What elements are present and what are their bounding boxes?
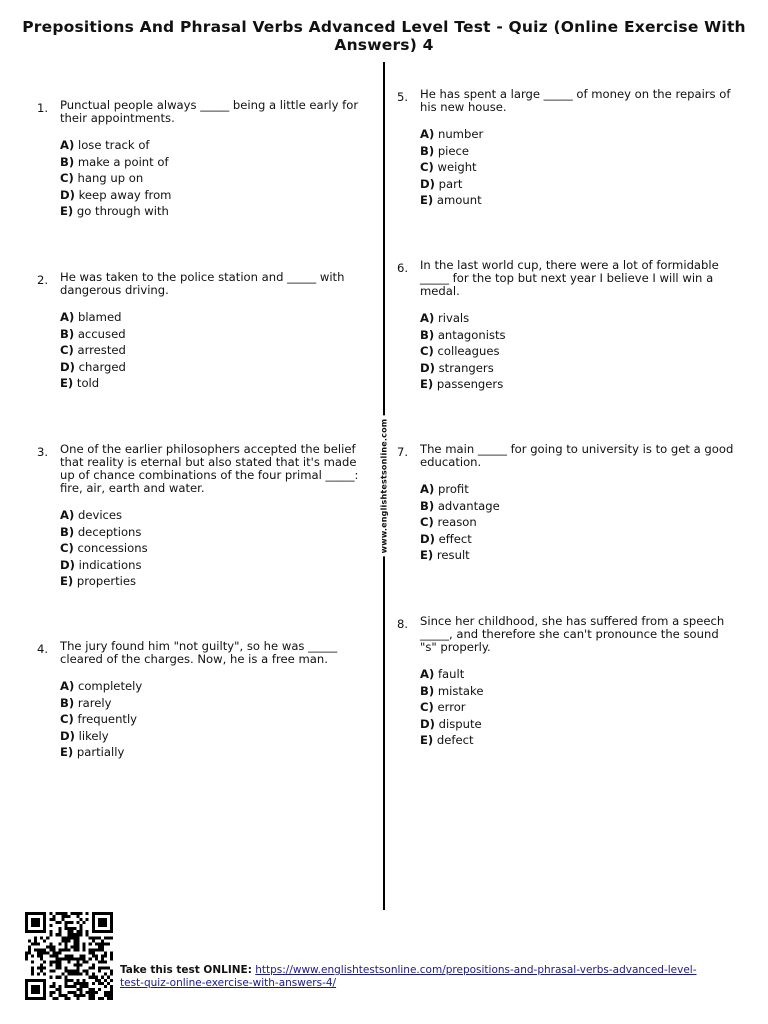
- option-letter: C): [420, 700, 434, 714]
- option-d[interactable]: [60, 728, 360, 745]
- option-b[interactable]: [420, 498, 740, 515]
- option-text: hang up on: [77, 171, 144, 185]
- option-letter: B): [420, 683, 435, 698]
- option-c[interactable]: [420, 159, 740, 176]
- option-text: indications: [78, 557, 142, 572]
- option-d[interactable]: [420, 716, 730, 733]
- option-e[interactable]: [420, 732, 730, 749]
- option-text: fault: [437, 667, 465, 681]
- option-text: defect: [436, 733, 474, 747]
- option-a[interactable]: [60, 678, 360, 695]
- option-text: keep away from: [78, 187, 172, 202]
- option-text: devices: [77, 508, 123, 522]
- option-letter: D): [420, 716, 435, 731]
- question-number: 7.: [397, 445, 409, 459]
- option-d[interactable]: [60, 557, 365, 574]
- option-letter: E): [60, 745, 74, 759]
- option-letter: A): [420, 667, 435, 681]
- option-e[interactable]: [420, 192, 740, 209]
- option-e[interactable]: [60, 375, 360, 392]
- option-a[interactable]: [60, 507, 365, 524]
- option-letter: D): [60, 728, 75, 743]
- question-text: One of the earlier philosophers accepted the belief that reality is eternal but also stated that it's made up of chance combinations of the four primal _____: fire, air, earth and water.: [60, 442, 359, 495]
- question-number: 8.: [397, 617, 409, 631]
- option-letter: A): [60, 679, 75, 693]
- option-letter: A): [420, 311, 435, 325]
- option-letter: E): [60, 574, 74, 588]
- option-text: advantage: [437, 498, 500, 513]
- option-letter: B): [60, 326, 75, 341]
- question-text: He has spent a large _____ of money on the repairs of his new house.: [420, 87, 731, 114]
- option-letter: A): [60, 508, 75, 522]
- question-number: 5.: [397, 90, 409, 104]
- option-text: partially: [76, 745, 125, 759]
- option-d[interactable]: [420, 531, 740, 548]
- option-c[interactable]: [60, 342, 360, 359]
- option-a[interactable]: [420, 666, 730, 683]
- question-text: The jury found him "not guilty", so he was _____ cleared of the charges. Now, he is a free man.: [60, 639, 338, 666]
- footer-label: Take this test ONLINE:: [120, 964, 252, 976]
- option-text: lose track of: [77, 138, 150, 152]
- option-letter: C): [60, 712, 74, 726]
- option-e[interactable]: [420, 547, 740, 564]
- option-letter: D): [420, 531, 435, 546]
- option-c[interactable]: [60, 711, 360, 728]
- option-b[interactable]: [420, 327, 720, 344]
- option-letter: B): [420, 327, 435, 342]
- option-text: error: [437, 700, 466, 714]
- option-text: deceptions: [77, 524, 142, 539]
- question-text: The main _____ for going to university is to get a good education.: [420, 442, 734, 469]
- option-list: [420, 481, 740, 564]
- option-text: passengers: [436, 377, 504, 391]
- option-b[interactable]: [60, 695, 360, 712]
- option-a[interactable]: [420, 126, 740, 143]
- option-text: likely: [78, 728, 109, 743]
- option-text: piece: [437, 143, 470, 158]
- option-text: strangers: [438, 360, 494, 375]
- question-text: In the last world cup, there were a lot of formidable _____ for the top but next year I believe I will win a medal.: [420, 258, 719, 298]
- option-text: amount: [436, 193, 482, 207]
- option-text: effect: [438, 531, 472, 546]
- option-letter: E): [420, 548, 434, 562]
- option-c[interactable]: [60, 170, 370, 187]
- option-letter: D): [420, 360, 435, 375]
- option-text: profit: [437, 482, 469, 496]
- option-text: weight: [437, 160, 477, 174]
- option-text: result: [436, 548, 470, 562]
- option-e[interactable]: [60, 573, 365, 590]
- option-letter: D): [420, 176, 435, 191]
- option-letter: C): [60, 343, 74, 357]
- question-text: Since her childhood, she has suffered from a speech _____, and therefore she can't pronounce the sound "s" properly.: [420, 614, 725, 654]
- option-text: number: [437, 127, 484, 141]
- option-text: make a point of: [77, 154, 169, 169]
- question-text: Punctual people always _____ being a little early for their appointments.: [60, 98, 359, 125]
- option-letter: B): [60, 524, 75, 539]
- option-text: reason: [437, 515, 477, 529]
- option-text: antagonists: [437, 327, 506, 342]
- option-c[interactable]: [60, 540, 365, 557]
- question-number: 2.: [37, 273, 49, 287]
- question-number: 4.: [37, 642, 49, 656]
- option-text: part: [438, 176, 463, 191]
- option-letter: B): [60, 154, 75, 169]
- option-a[interactable]: [420, 310, 720, 327]
- option-list: [60, 309, 360, 392]
- option-text: charged: [78, 359, 126, 374]
- option-b[interactable]: [60, 326, 360, 343]
- option-text: accused: [77, 326, 126, 341]
- option-d[interactable]: [420, 176, 740, 193]
- option-letter: A): [60, 138, 75, 152]
- option-c[interactable]: [420, 699, 730, 716]
- option-b[interactable]: [60, 524, 365, 541]
- question-number: 6.: [397, 261, 409, 275]
- option-letter: E): [420, 733, 434, 747]
- option-text: told: [76, 376, 100, 390]
- option-e[interactable]: [420, 376, 720, 393]
- option-letter: B): [420, 143, 435, 158]
- option-text: rarely: [77, 695, 112, 710]
- option-a[interactable]: [60, 309, 360, 326]
- option-letter: A): [420, 127, 435, 141]
- option-letter: C): [60, 171, 74, 185]
- option-a[interactable]: [420, 481, 740, 498]
- option-list: [60, 137, 370, 220]
- option-letter: E): [60, 204, 74, 218]
- option-letter: C): [420, 515, 434, 529]
- option-letter: D): [60, 187, 75, 202]
- option-text: completely: [77, 679, 143, 693]
- page-title: Prepositions And Phrasal Verbs Advanced Level Test - Quiz (Online Exercise With Answers) 4: [22, 18, 746, 54]
- question-text: He was taken to the police station and _____ with dangerous driving.: [60, 270, 345, 297]
- option-letter: D): [60, 557, 75, 572]
- question-number: 1.: [37, 101, 49, 115]
- option-text: rivals: [437, 311, 470, 325]
- option-d[interactable]: [420, 360, 720, 377]
- watermark: www.englishtestsonline.com: [378, 416, 391, 557]
- option-c[interactable]: [420, 514, 740, 531]
- option-d[interactable]: [60, 359, 360, 376]
- option-letter: C): [60, 541, 74, 555]
- qr-code-icon[interactable]: [25, 912, 113, 1000]
- option-e[interactable]: [60, 203, 370, 220]
- test-url-link[interactable]: https://www.englishtestsonline.com/prepositions-and-phrasal-verbs-advanced-level-test-quiz-online-exercise-with-answers-4/: [120, 964, 697, 989]
- option-text: dispute: [438, 716, 482, 731]
- option-e[interactable]: [60, 744, 360, 761]
- option-letter: E): [60, 376, 74, 390]
- option-d[interactable]: [60, 187, 370, 204]
- option-list: [60, 507, 365, 590]
- option-text: concessions: [77, 541, 148, 555]
- footer: [120, 964, 720, 990]
- option-text: blamed: [77, 310, 122, 324]
- option-a[interactable]: [60, 137, 370, 154]
- option-letter: A): [420, 482, 435, 496]
- option-c[interactable]: [420, 343, 720, 360]
- option-letter: B): [60, 695, 75, 710]
- option-list: [420, 310, 720, 393]
- option-b[interactable]: [420, 143, 740, 160]
- option-list: [60, 678, 360, 761]
- option-letter: C): [420, 344, 434, 358]
- option-letter: E): [420, 193, 434, 207]
- option-text: colleagues: [437, 344, 500, 358]
- option-list: [420, 126, 740, 209]
- option-text: arrested: [77, 343, 126, 357]
- option-letter: A): [60, 310, 75, 324]
- option-letter: B): [420, 498, 435, 513]
- option-text: go through with: [76, 204, 169, 218]
- option-letter: C): [420, 160, 434, 174]
- option-letter: E): [420, 377, 434, 391]
- question-number: 3.: [37, 445, 49, 459]
- option-text: properties: [76, 574, 137, 588]
- option-list: [420, 666, 730, 749]
- option-text: frequently: [77, 712, 138, 726]
- option-letter: D): [60, 359, 75, 374]
- option-b[interactable]: [420, 683, 730, 700]
- option-text: mistake: [437, 683, 484, 698]
- option-b[interactable]: [60, 154, 370, 171]
